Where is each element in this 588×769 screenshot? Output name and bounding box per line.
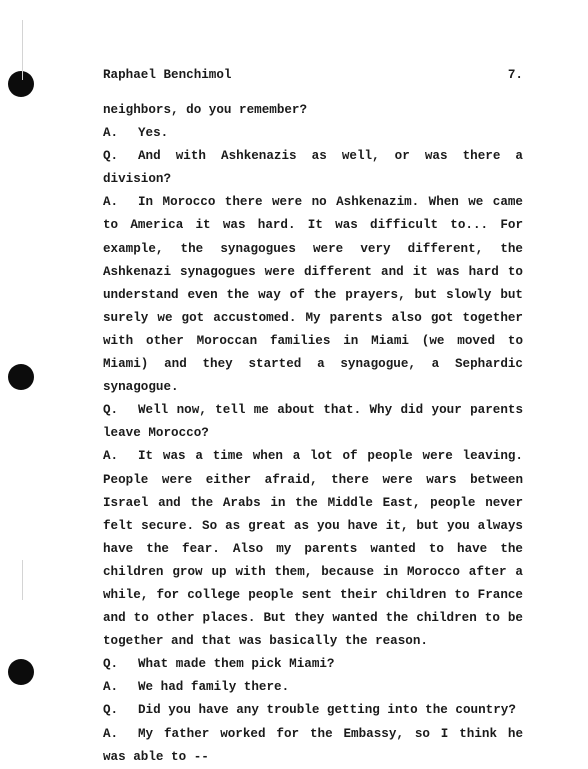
transcript-continuation xyxy=(103,99,523,122)
paragraph-text: Did you have any trouble getting into the country? xyxy=(138,703,516,718)
answer-paragraph xyxy=(103,122,523,145)
speaker-label: A. xyxy=(103,726,119,741)
interviewee-name: Raphael Benchimol xyxy=(103,68,232,82)
punch-hole xyxy=(8,659,34,685)
scan-margin-mark xyxy=(22,560,23,600)
speaker-label: A. xyxy=(103,195,119,210)
paragraph-text: It was a time when a lot of people were leaving. People were either afraid, there were wars between Israel and the Arabs in the Middle East, people never felt secure. So as great as you have it, but you always have the fear. Also my parents wanted to have the children grow up with them, because in Morocco after a while, for college people sent their children to France and to other places. But they wanted the children to be together and that was basically the reason. xyxy=(103,449,523,649)
speaker-label: A. xyxy=(103,680,119,695)
question-paragraph xyxy=(103,653,523,676)
paragraph-text: My father worked for the Embassy, so I think he was able to -- xyxy=(103,726,523,764)
page-header xyxy=(103,66,523,84)
question-paragraph xyxy=(103,399,523,445)
answer-paragraph xyxy=(103,676,523,699)
speaker-label: A. xyxy=(103,449,119,464)
speaker-label: Q. xyxy=(103,149,119,164)
scan-margin-mark xyxy=(22,20,23,80)
question-paragraph xyxy=(103,699,523,722)
question-paragraph xyxy=(103,145,523,191)
paragraph-text: neighbors, do you remember? xyxy=(103,103,308,117)
transcript-body xyxy=(103,99,523,769)
paragraph-text: In Morocco there were no Ashkenazim. When we came to America it was hard. It was difficult to... For example, the synagogues were very different, the Ashkenazi synagogues were different and it was hard to understand even the way of the prayers, but slowly but surely we got accustomed. My parents also got together with other Moroccan families in Miami (we moved to Miami) and they started a synagogue, a Sephardic synagogue. xyxy=(103,195,523,395)
paragraph-text: Yes. xyxy=(138,126,169,141)
speaker-label: Q. xyxy=(103,703,119,718)
page-number: 7. xyxy=(507,68,523,82)
answer-paragraph xyxy=(103,445,523,653)
punch-hole xyxy=(8,364,34,390)
speaker-label: Q. xyxy=(103,657,119,672)
paragraph-text: We had family there. xyxy=(138,680,290,695)
answer-paragraph xyxy=(103,191,523,399)
speaker-label: Q. xyxy=(103,403,119,418)
paragraph-text: And with Ashkenazis as well, or was there a division? xyxy=(103,149,523,187)
answer-paragraph xyxy=(103,723,523,769)
paragraph-text: Well now, tell me about that. Why did your parents leave Morocco? xyxy=(103,403,523,441)
punch-hole xyxy=(8,71,34,97)
paragraph-text: What made them pick Miami? xyxy=(138,657,335,672)
speaker-label: A. xyxy=(103,126,119,141)
